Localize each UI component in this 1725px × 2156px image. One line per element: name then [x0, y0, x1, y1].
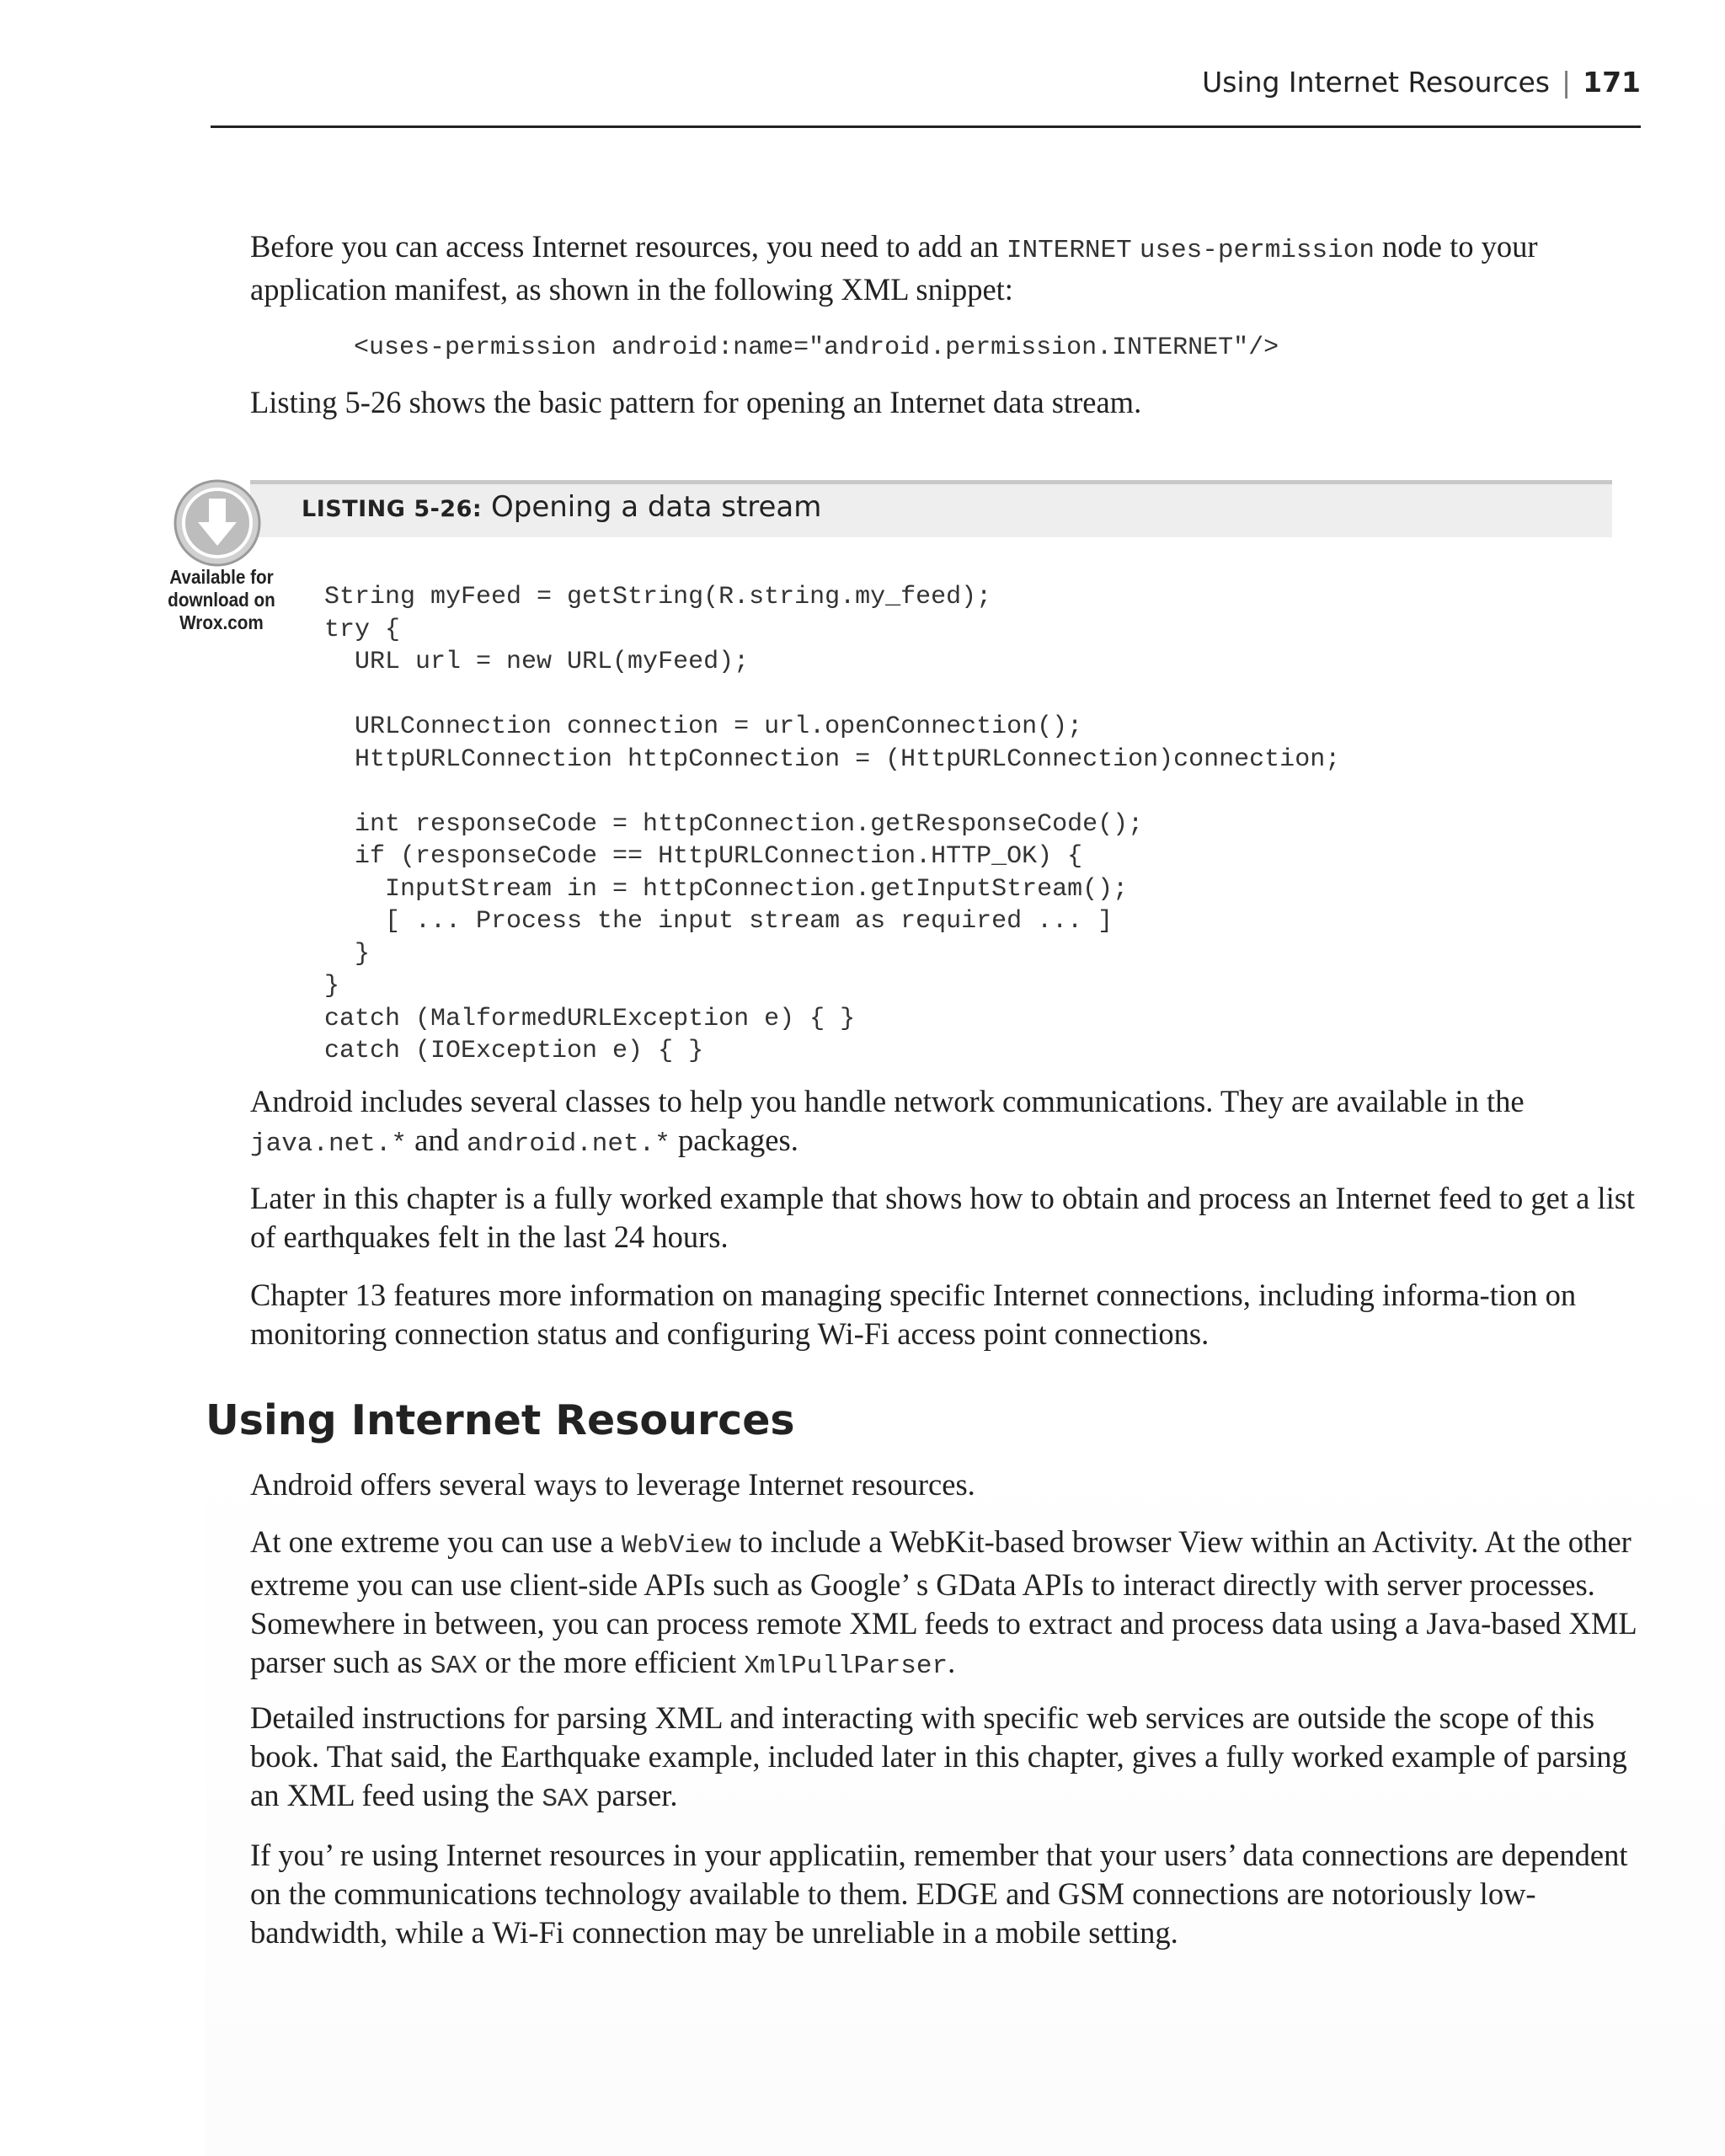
code-java-net: java.net.*: [250, 1129, 408, 1159]
code-sax: SAX: [430, 1652, 478, 1681]
page-number: 171: [1583, 66, 1641, 99]
running-header-separator: |: [1561, 66, 1572, 99]
listing-label: LISTING 5-26:: [302, 496, 483, 522]
xml-snippet: <uses-permission android:name="android.permission.INTERNET"/>: [354, 334, 1279, 362]
paragraph-parsing-scope: Detailed instructions for parsing XML and interacting with specific web services are outside the scope of this book. That said, the Earthquake example, included later in this chapter, gives a fully worked example of parsing an XML feed using the SAX parser.: [250, 1700, 1627, 1814]
code-uses-permission: uses-permission: [1139, 236, 1375, 265]
paragraph-network-classes: Android includes several classes to help you handle network communications. They are available in the java.net.* and android.net.* packages.: [250, 1084, 1525, 1159]
code-internet: INTERNET: [1006, 236, 1132, 265]
running-header-title: Using Internet Resources: [1202, 66, 1550, 99]
paragraph-permission: Before you can access Internet resources, you need to add an INTERNET uses-permission node to your application manifest, as shown in the following XML snippet:: [250, 229, 1538, 307]
download-icon[interactable]: [173, 478, 262, 568]
listing-code: String myFeed = getString(R.string.my_feed); try { URL url = new URL(myFeed); URLConnection connection = url.openConnection(); HttpURLConnection httpConnection = (HttpURLConnection)connection; int responseCode = httpConnection.getResponseCode(); if (responseCode == HttpURLConnection.HTTP_OK) { InputStream in = httpConnection.getInputStream(); [ ... Process the input stream as required ... ] } } catch (MalformedURLException e) { } catch (IOException e) { }: [324, 583, 1341, 1065]
paragraph-bandwidth: If you’ re using Internet resources in your applicatiin, remember that your users’ data connections are dependent on the communications technology available to them. EDGE and GSM connections are notoriously low-bandwidth, while a Wi-Fi connection may be unreliable in a mobile setting.: [250, 1838, 1628, 1950]
download-availability-label: Available for download on Wrox.com: [168, 566, 275, 633]
listing-title: [302, 490, 821, 524]
code-webview: WebView: [621, 1531, 732, 1561]
section-heading: Using Internet Resources: [206, 1396, 795, 1444]
paragraph-listing-intro: Listing 5-26 shows the basic pattern for opening an Internet data stream.: [250, 385, 1142, 419]
code-android-net: android.net.*: [466, 1129, 670, 1159]
listing-caption: Opening a data stream: [491, 490, 822, 524]
running-header: [1202, 66, 1641, 99]
code-sax-2: SAX: [542, 1785, 590, 1814]
header-rule: [211, 125, 1641, 128]
paragraph-earthquake-example: Later in this chapter is a fully worked example that shows how to obtain and process an Internet feed to get a list of earthquakes felt in the last 24 hours.: [250, 1181, 1636, 1254]
code-xmlpullparser: XmlPullParser: [744, 1652, 948, 1681]
paragraph-extremes: At one extreme you can use a WebView to include a WebKit-based browser View within an Activity. At the other extreme you can use client-side APIs such as Google’ s GData APIs to interact directly with server processes. Somewhere in between, you can process remote XML feeds to extract and process data using a Java-based XML parser such as SAX or the more efficient XmlPullParser.: [250, 1524, 1637, 1681]
paragraph-chapter-13: Chapter 13 features more information on managing specific Internet connections, including informa-tion on monitoring connection status and configuring Wi-Fi access point connections.: [250, 1278, 1577, 1351]
paragraph-ways: Android offers several ways to leverage Internet resources.: [250, 1467, 975, 1502]
